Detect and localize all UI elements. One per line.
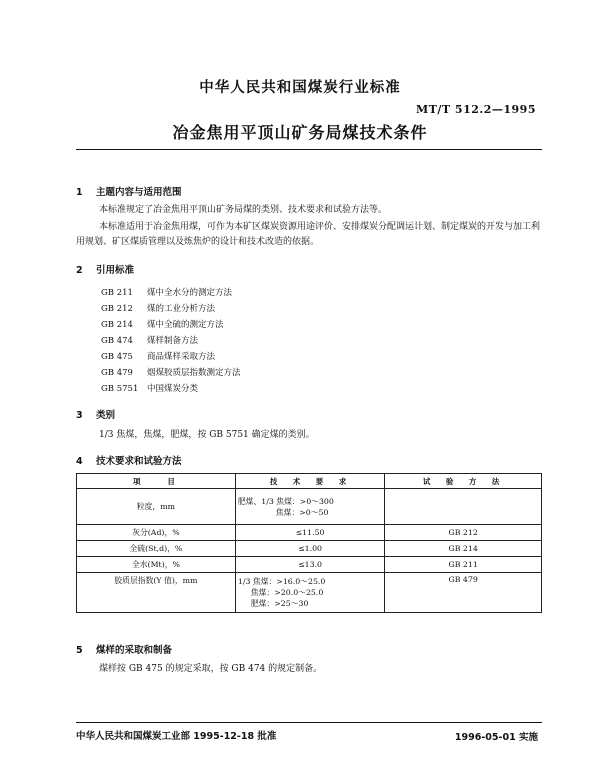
section-3-heading <box>76 407 115 421</box>
reference-name: 烟煤胶质层指数测定方法 <box>147 368 241 378</box>
table-row <box>77 541 542 557</box>
table-cell-item: 全硫(St,d)，% <box>77 541 236 557</box>
section-3-paragraph: 1/3 焦煤，焦煤，肥煤，按 GB 5751 确定煤的类别。 <box>99 430 315 440</box>
table-cell-method: GB 214 <box>385 541 542 557</box>
table-cell-method: GB 479 <box>385 573 542 613</box>
table-header-row <box>77 474 542 489</box>
section-title: 煤样的采取和制备 <box>96 645 173 656</box>
table-row <box>77 489 542 525</box>
requirement-line: 1/3 焦煤：>16.0～25.0 <box>237 576 326 586</box>
reference-item <box>101 334 198 346</box>
approval-line: 中华人民共和国煤炭工业部 1995-12-18 批准 <box>76 731 277 742</box>
table-cell-requirement <box>235 489 384 525</box>
column-header: 技 术 要 求 <box>235 474 384 489</box>
section-title: 引用标准 <box>96 265 135 276</box>
section-number: 4 <box>76 456 83 467</box>
table-cell-requirement: ≤13.0 <box>235 557 384 573</box>
reference-code: GB 475 <box>101 352 133 362</box>
section-1-heading <box>76 184 182 198</box>
reference-item <box>101 382 198 394</box>
column-header: 项 目 <box>77 474 236 489</box>
section-number: 1 <box>76 187 83 198</box>
table-row <box>77 573 542 613</box>
section-1-paragraph-1: 本标准规定了冶金焦用平顶山矿务局煤的类别、技术要求和试验方法等。 <box>99 205 388 215</box>
section-title: 类别 <box>96 410 116 421</box>
section-number: 3 <box>76 410 83 421</box>
section-5-heading <box>76 642 172 656</box>
section-number: 5 <box>76 645 83 656</box>
reference-name: 煤中全硫的测定方法 <box>147 320 224 330</box>
section-4-heading <box>76 453 182 467</box>
table-cell-requirement: ≤11.50 <box>235 525 384 541</box>
table-cell-item: 全水(Mt)，% <box>77 557 236 573</box>
table-cell-method: GB 211 <box>385 557 542 573</box>
section-title: 主题内容与适用范围 <box>96 187 182 198</box>
header-rule <box>76 149 542 150</box>
section-1-paragraph-2: 本标准适用于冶金焦用煤，可作为本矿区煤炭资源用途评价、安排煤炭分配调运计划、制定煤炭的开发与加工利用规划、矿区煤质管理以及炼焦炉的设计和技术改造的依据。 <box>76 222 541 247</box>
table-cell-method <box>385 489 542 525</box>
section-5-paragraph: 煤样按 GB 475 的规定采取，按 GB 474 的规定制备。 <box>99 664 323 674</box>
table-cell-item: 粒度，mm <box>77 489 236 525</box>
reference-code: GB 214 <box>101 320 133 330</box>
table-row <box>77 525 542 541</box>
spec-table <box>76 473 542 613</box>
requirement-line: 焦煤：>0～50 <box>275 507 329 517</box>
requirement-line: 肥煤：>25～30 <box>250 598 309 608</box>
footer-rule <box>76 722 542 723</box>
reference-code: GB 474 <box>101 336 133 346</box>
table-row <box>77 557 542 573</box>
section-number: 2 <box>76 265 83 276</box>
reference-item <box>101 318 224 330</box>
reference-code: GB 479 <box>101 368 133 378</box>
table-cell-requirement <box>235 573 384 613</box>
reference-item <box>101 350 215 362</box>
standard-code: MT/T 512.2—1995 <box>416 103 536 116</box>
section-title: 技术要求和试验方法 <box>96 456 182 467</box>
reference-name: 中国煤炭分类 <box>147 384 199 394</box>
effective-date: 1996-05-01 实施 <box>454 732 538 743</box>
column-header: 试 验 方 法 <box>385 474 542 489</box>
reference-code: GB 5751 <box>101 384 139 394</box>
table-cell-method: GB 212 <box>385 525 542 541</box>
reference-name: 煤的工业分析方法 <box>147 304 216 314</box>
table-cell-requirement: ≤1.00 <box>235 541 384 557</box>
requirement-line: 焦煤：>20.0～25.0 <box>250 587 324 597</box>
reference-code: GB 212 <box>101 304 133 314</box>
reference-name: 煤中全水分的测定方法 <box>147 288 233 298</box>
reference-item <box>101 366 241 378</box>
table-cell-item: 灰分(Ad)，% <box>77 525 236 541</box>
table-cell-item: 胶质层指数(Y 值)，mm <box>77 573 236 613</box>
reference-code: GB 211 <box>101 288 133 298</box>
requirement-line: 肥煤、1/3 焦煤：>0～300 <box>237 496 334 506</box>
industry-standard-title: 中华人民共和国煤炭行业标准 <box>199 80 401 96</box>
reference-item <box>101 286 232 298</box>
reference-name: 商品煤样采取方法 <box>147 352 216 362</box>
section-2-heading <box>76 262 134 276</box>
reference-item <box>101 302 215 314</box>
reference-name: 煤样制备方法 <box>147 336 199 346</box>
document-title: 冶金焦用平顶山矿务局煤技术条件 <box>172 123 428 142</box>
